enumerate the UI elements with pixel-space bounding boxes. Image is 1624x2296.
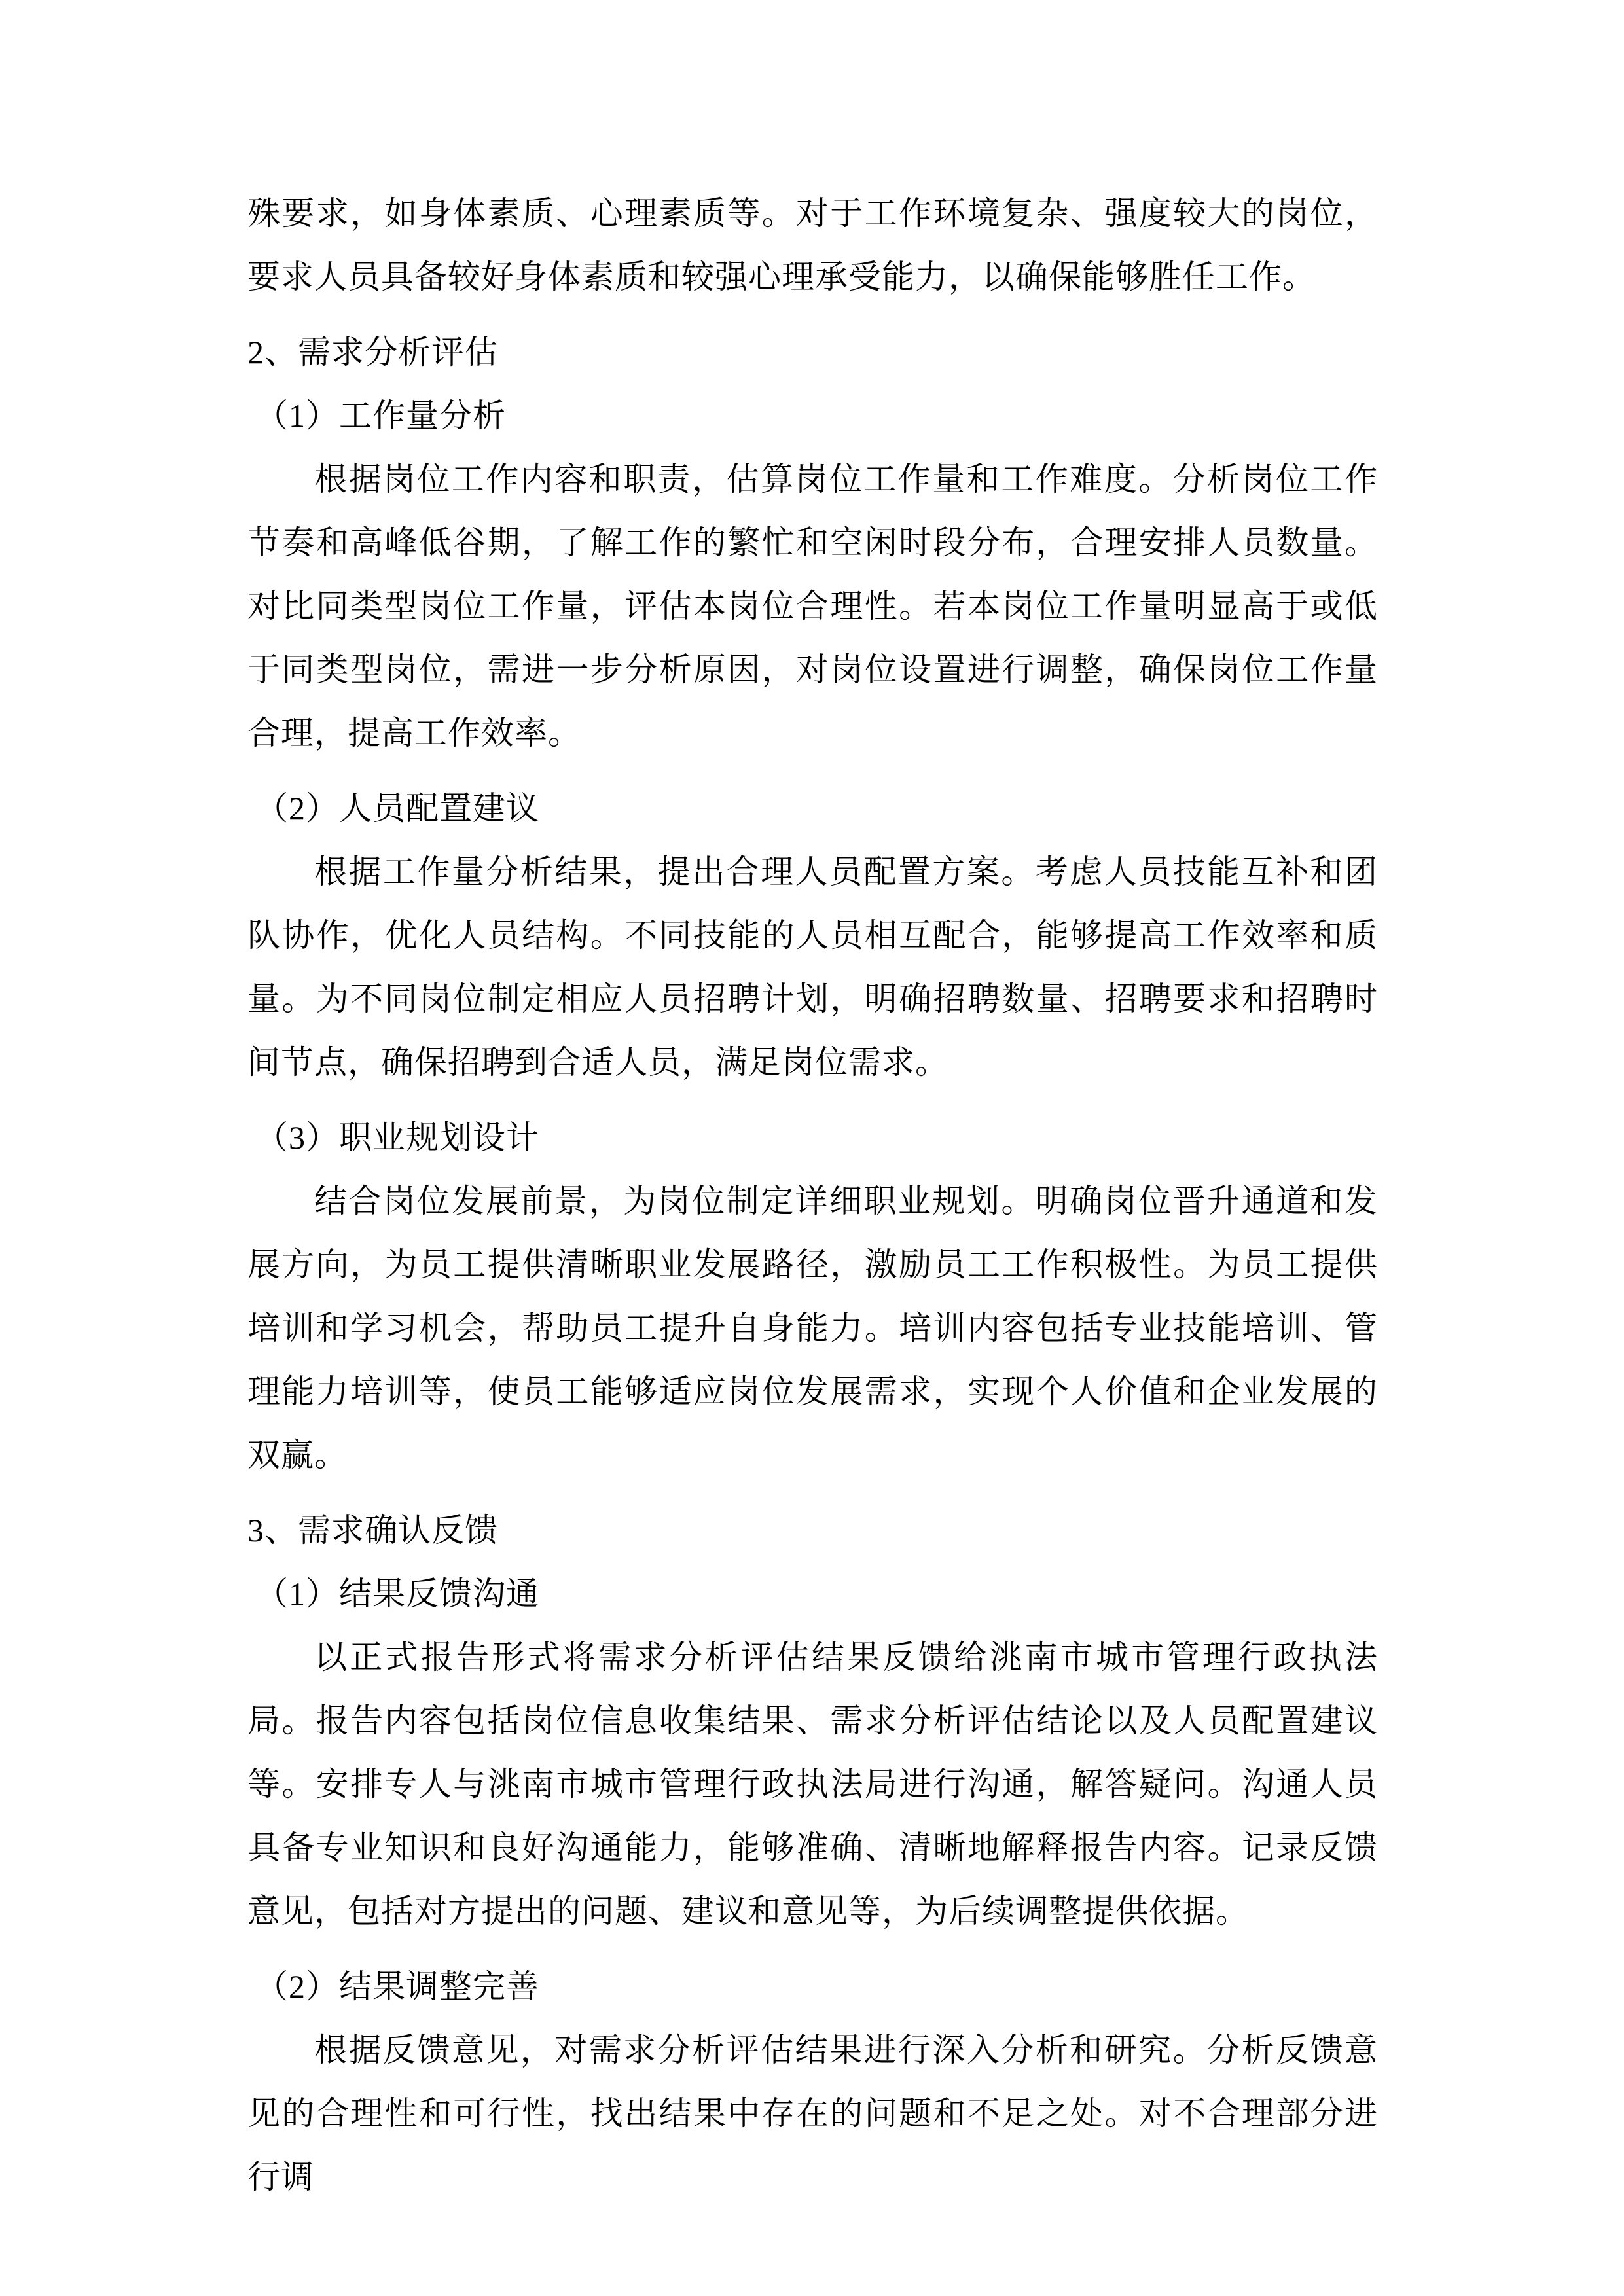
subsection-heading-2-3: （3）职业规划设计	[255, 1119, 539, 1156]
section-heading-3: 3、需求确认反馈	[247, 1512, 498, 1549]
body-paragraph-workload-analysis: 根据岗位工作内容和职责，估算岗位工作量和工作难度。分析岗位工作节奏和高峰低谷期，了解工作的繁忙和空闲时段分布，合理安排人员数量。对比同类型岗位工作量，评估本岗位合理性。若本岗位工作量明显高于或低于同类型岗位，需进一步分析原因，对岗位设置进行调整，确保岗位工作量合理，提高工作效率。	[247, 461, 1378, 751]
subsection-heading-3-2: （2）结果调整完善	[255, 1968, 539, 2005]
subsection-heading-2-2: （2）人员配置建议	[255, 790, 539, 827]
section-heading-2: 2、需求分析评估	[247, 334, 498, 370]
body-paragraph-staffing-suggestion: 根据工作量分析结果，提出合理人员配置方案。考虑人员技能互补和团队协作，优化人员结构。不同技能的人员相互配合，能够提高工作效率和质量。为不同岗位制定相应人员招聘计划，明确招聘数量、招聘要求和招聘时间节点，确保招聘到合适人员，满足岗位需求。	[247, 853, 1378, 1081]
body-paragraph-result-feedback: 以正式报告形式将需求分析评估结果反馈给洮南市城市管理行政执法局。报告内容包括岗位信息收集结果、需求分析评估结论以及人员配置建议等。安排专人与洮南市城市管理行政执法局进行沟通，解答疑问。沟通人员具备专业知识和良好沟通能力，能够准确、清晰地解释报告内容。记录反馈意见，包括对方提出的问题、建议和意见等，为后续调整提供依据。	[247, 1639, 1378, 1929]
body-paragraph-continuation: 殊要求，如身体素质、心理素质等。对于工作环境复杂、强度较大的岗位，要求人员具备较好身体素质和较强心理承受能力，以确保能够胜任工作。	[247, 195, 1378, 295]
body-paragraph-career-planning: 结合岗位发展前景，为岗位制定详细职业规划。明确岗位晋升通道和发展方向，为员工提供清晰职业发展路径，激励员工工作积极性。为员工提供培训和学习机会，帮助员工提升自身能力。培训内容包括专业技能培训、管理能力培训等，使员工能够适应岗位发展需求，实现个人价值和企业发展的双赢。	[247, 1183, 1378, 1473]
body-paragraph-result-adjustment: 根据反馈意见，对需求分析评估结果进行深入分析和研究。分析反馈意见的合理性和可行性，找出结果中存在的问题和不足之处。对不合理部分进行调	[247, 2032, 1378, 2195]
subsection-heading-3-1: （1）结果反馈沟通	[255, 1575, 539, 1612]
subsection-heading-2-1: （1）工作量分析	[255, 397, 506, 434]
